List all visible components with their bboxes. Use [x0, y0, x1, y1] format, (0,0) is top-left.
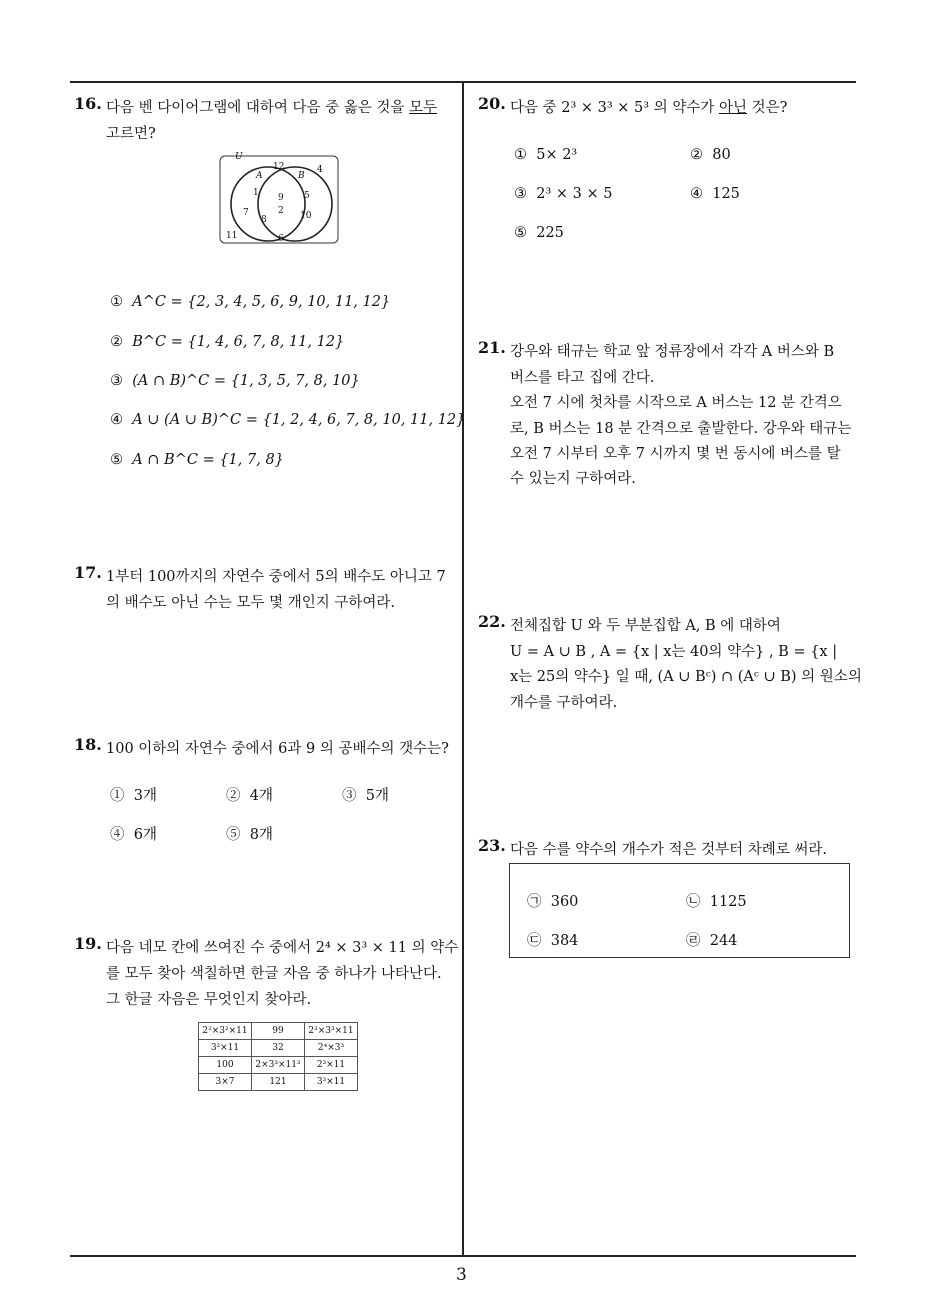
grid-cell[interactable]: 2²×3³×11 — [305, 1023, 358, 1040]
option-1[interactable]: ① 5× 2³ — [514, 147, 578, 163]
question-number: 17. — [74, 563, 102, 582]
question-text-line2: 를 모두 찾아 색칠하면 한글 자음 중 하나가 나타난다. — [106, 966, 442, 982]
grid-cell[interactable]: 2⁴×3³ — [305, 1040, 358, 1057]
question-number: 21. — [478, 338, 506, 357]
question-text-line: 개수를 구하여라. — [510, 695, 618, 711]
question-text: 100 이하의 자연수 중에서 6과 9 의 공배수의 갯수는? — [106, 741, 449, 757]
question-text-line: 로, B 버스는 18 분 간격으로 출발한다. 강우와 태규는 — [510, 421, 852, 437]
venn-diagram — [218, 150, 342, 246]
item-c: ㉢ 384 — [527, 933, 579, 949]
option-2[interactable]: ② 80 — [690, 147, 731, 163]
option-1[interactable]: ① 3개 — [110, 788, 157, 804]
option-2[interactable]: ② B^C = {1, 4, 6, 7, 8, 11, 12} — [110, 334, 345, 350]
option-3[interactable]: ③ 5개 — [342, 788, 389, 804]
question-text-line2: 의 배수도 아닌 수는 모두 몇 개인지 구하여라. — [106, 595, 395, 611]
question-text: 다음 수를 약수의 개수가 적은 것부터 차례로 써라. — [510, 842, 828, 858]
option-1[interactable]: ① A^C = {2, 3, 4, 5, 6, 9, 10, 11, 12} — [110, 294, 391, 310]
venn-label-b: B — [298, 171, 305, 181]
question-text: 강우와 태규는 학교 앞 정류장에서 각각 A 버스와 B — [510, 344, 835, 360]
grid-cell[interactable]: 32 — [252, 1040, 305, 1057]
option-5[interactable]: ⑤ 8개 — [226, 827, 273, 843]
question-text: 다음 벤 다이어그램에 대하여 다음 중 옳은 것을 모두 — [106, 100, 438, 116]
item-b: ㉡ 1125 — [686, 894, 747, 910]
grid-cell[interactable]: 121 — [252, 1074, 305, 1091]
question-text: 다음 네모 칸에 쓰여진 수 중에서 2⁴ × 3³ × 11 의 약수 — [106, 940, 459, 956]
grid-row — [199, 1057, 358, 1074]
question-text-line: 오전 7 시에 첫차를 시작으로 A 버스는 12 분 간격으 — [510, 395, 842, 411]
question-text: 다음 중 2³ × 3³ × 5³ 의 약수가 아닌 것은? — [510, 100, 788, 116]
question-text-line: 수 있는지 구하여라. — [510, 471, 636, 487]
grid-cell[interactable]: 99 — [252, 1023, 305, 1040]
question-text-line: 버스를 타고 집에 간다. — [510, 370, 655, 386]
option-2[interactable]: ② 4개 — [226, 788, 273, 804]
question-text: 전체집합 U 와 두 부분집합 A, B 에 대하여 — [510, 618, 781, 634]
question-text-line: x는 25의 약수} 일 때, (A ∪ Bᶜ) ∩ (Aᶜ ∪ B) 의 원소의 — [510, 669, 862, 685]
emphasis-underline: 모두 — [409, 100, 438, 116]
grid-cell[interactable]: 3×7 — [199, 1074, 252, 1091]
item-a: ㉠ 360 — [527, 894, 579, 910]
option-3[interactable]: ③ (A ∩ B)^C = {1, 3, 5, 7, 8, 10} — [110, 373, 360, 389]
venn-label-u: U — [235, 152, 243, 162]
venn-value: 10 — [300, 211, 312, 221]
option-4[interactable]: ④ 6개 — [110, 827, 157, 843]
grid-row — [199, 1040, 358, 1057]
item-d: ㉣ 244 — [686, 933, 738, 949]
question-number: 22. — [478, 612, 506, 631]
grid-cell[interactable]: 100 — [199, 1057, 252, 1074]
option-5[interactable]: ⑤ 225 — [514, 225, 564, 241]
page-number: 3 — [456, 1265, 467, 1285]
question-text-line: 오전 7 시부터 오후 7 시까지 몇 번 동시에 버스를 탈 — [510, 446, 841, 462]
question-text-line3: 그 한글 자음은 무엇인지 찾아라. — [106, 992, 312, 1008]
venn-label-a: A — [256, 171, 263, 181]
question-number: 16. — [74, 94, 102, 113]
emphasis-underline: 아닌 — [718, 100, 747, 116]
venn-value: 8 — [261, 215, 267, 225]
grid-cell[interactable]: 3²×11 — [199, 1040, 252, 1057]
grid-cell[interactable]: 2²×3²×11 — [199, 1023, 252, 1040]
grid-row — [199, 1023, 358, 1040]
venn-value: 11 — [226, 231, 238, 241]
venn-value: 4 — [317, 165, 323, 175]
question-number: 20. — [478, 94, 506, 113]
grid-cell[interactable]: 2×3³×11² — [252, 1057, 305, 1074]
question-text: 1부터 100까지의 자연수 중에서 5의 배수도 아니고 7 — [106, 569, 446, 585]
venn-value: 2 — [278, 206, 284, 216]
venn-value: 1 — [253, 188, 259, 198]
venn-value: 5 — [304, 191, 310, 201]
bottom-rule — [70, 1255, 856, 1257]
venn-value: 6 — [278, 234, 284, 244]
option-4[interactable]: ④ 125 — [690, 186, 740, 202]
option-3[interactable]: ③ 2³ × 3 × 5 — [514, 186, 613, 202]
option-5[interactable]: ⑤ A ∩ B^C = {1, 7, 8} — [110, 452, 284, 468]
column-divider — [462, 81, 464, 1256]
question-number: 18. — [74, 735, 102, 754]
question-number: 19. — [74, 934, 102, 953]
venn-value: 12 — [273, 162, 285, 172]
question-number: 23. — [478, 836, 506, 855]
grid-row — [199, 1074, 358, 1091]
grid-cell[interactable]: 2³×11 — [305, 1057, 358, 1074]
divisor-grid — [198, 1022, 358, 1091]
grid-cell[interactable]: 3³×11 — [305, 1074, 358, 1091]
venn-value: 9 — [278, 193, 284, 203]
option-4[interactable]: ④ A ∪ (A ∪ B)^C = {1, 2, 4, 6, 7, 8, 10, 11, 12} — [110, 412, 466, 428]
question-text-line: U = A ∪ B , A = {x | x는 40의 약수} , B = {x | — [510, 644, 838, 660]
venn-value: 7 — [243, 208, 249, 218]
question-text-line2: 고르면? — [106, 126, 156, 142]
